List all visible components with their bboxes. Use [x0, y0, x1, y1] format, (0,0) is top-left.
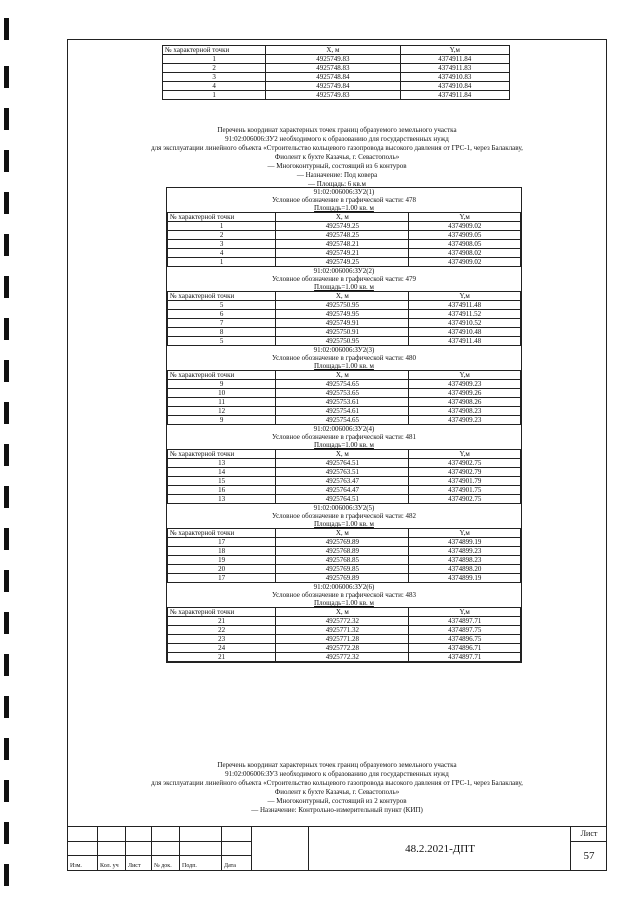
contour-area: Площадь=1.00 кв. м [314, 599, 374, 607]
y-coordinate: 4374911.83 [400, 64, 509, 73]
point-number: 3 [163, 73, 266, 82]
title-block-label: Подп. [182, 863, 197, 869]
binder-mark [4, 864, 9, 886]
table-row [163, 64, 510, 73]
contour-area-wrap [167, 362, 521, 370]
binder-mark [4, 822, 9, 844]
point-number: 12 [168, 407, 276, 416]
point-number: 4 [168, 249, 276, 258]
sheet-number: 57 [583, 850, 595, 862]
x-coordinate: 4925749.84 [266, 82, 400, 91]
point-number: 17 [168, 538, 276, 547]
x-coordinate: 4925768.85 [276, 556, 409, 565]
table-row [163, 55, 510, 64]
point-number: 4 [163, 82, 266, 91]
binder-mark [4, 570, 9, 592]
table-row [168, 337, 521, 346]
column-header: № характерной точки [168, 371, 276, 380]
binder-mark [4, 108, 9, 130]
x-coordinate: 4925768.89 [276, 547, 409, 556]
point-number: 1 [168, 222, 276, 231]
y-coordinate: 4374911.48 [409, 337, 521, 346]
contour-legend: Условное обозначение в графической части: 478 [271, 196, 417, 204]
title-block-cell [222, 827, 252, 842]
column-header: № характерной точки [168, 292, 276, 301]
contour-legend: Условное обозначение в графической части: 480 [271, 354, 417, 362]
x-coordinate: 4925754.65 [276, 416, 409, 425]
y-coordinate: 4374899.23 [409, 547, 521, 556]
contour-area-wrap [167, 441, 521, 449]
sheet-box [570, 827, 607, 871]
x-coordinate: 4925749.83 [266, 55, 400, 64]
heading-line: — Назначение: Контрольно-измерительный пункт (КИП) [251, 806, 423, 814]
binder-mark [4, 402, 9, 424]
y-coordinate: 4374910.83 [400, 73, 509, 82]
document-code: 48.2.2021-ДПТ [308, 827, 571, 871]
point-number: 9 [168, 416, 276, 425]
table-row [168, 398, 521, 407]
table-row [168, 556, 521, 565]
x-coordinate: 4925769.89 [276, 574, 409, 583]
binder-mark [4, 612, 9, 634]
y-coordinate: 4374910.52 [409, 319, 521, 328]
title-block-cell [68, 827, 98, 842]
zu3-heading [68, 761, 606, 815]
x-coordinate: 4925748.83 [266, 64, 400, 73]
point-number: 13 [168, 495, 276, 504]
x-coordinate: 4925754.61 [276, 407, 409, 416]
x-coordinate: 4925749.25 [276, 222, 409, 231]
point-number: 8 [168, 328, 276, 337]
table-row [168, 574, 521, 583]
x-coordinate: 4925749.91 [276, 319, 409, 328]
column-header: X, м [276, 371, 409, 380]
y-coordinate: 4374899.19 [409, 574, 521, 583]
contour-coordinates-table [167, 212, 521, 267]
column-header: № характерной точки [168, 529, 276, 538]
table-row [168, 319, 521, 328]
heading-line: — Площадь: 6 кв.м [308, 180, 366, 188]
title-block-cell [180, 842, 222, 857]
point-number: 1 [163, 55, 266, 64]
x-coordinate: 4925764.47 [276, 486, 409, 495]
point-number: 17 [168, 574, 276, 583]
contour-area-wrap [167, 204, 521, 212]
column-header: Y,м [409, 292, 521, 301]
table-row [168, 538, 521, 547]
contour-coordinates-table [167, 528, 521, 583]
column-header: Y,м [400, 46, 509, 55]
table-row [168, 617, 521, 626]
point-number: 1 [168, 258, 276, 267]
binder-mark [4, 738, 9, 760]
contour-area-wrap [167, 283, 521, 291]
table-row [168, 477, 521, 486]
heading-line: — Многоконтурный, состоящий из 2 контуров [267, 797, 407, 805]
binder-mark [4, 654, 9, 676]
title-block-label: Лист [128, 863, 141, 869]
binder-mark [4, 696, 9, 718]
point-number: 6 [168, 310, 276, 319]
title-block-cell [126, 827, 152, 842]
heading-line: для эксплуатации линейного объекта «Строительство кольцевого газопровода высокого давления от ГРС-1, через Балаклаву, [151, 779, 523, 787]
table-row [168, 565, 521, 574]
title-block-label: Дата [224, 863, 236, 869]
table-row [168, 653, 521, 662]
x-coordinate: 4925754.65 [276, 380, 409, 389]
y-coordinate: 4374896.75 [409, 635, 521, 644]
point-number: 19 [168, 556, 276, 565]
y-coordinate: 4374908.05 [409, 240, 521, 249]
point-number: 9 [168, 380, 276, 389]
y-coordinate: 4374899.19 [409, 538, 521, 547]
table-header-row [168, 450, 521, 459]
column-header: № характерной точки [163, 46, 266, 55]
x-coordinate: 4925753.65 [276, 389, 409, 398]
contour-block [167, 188, 521, 267]
page-frame [67, 39, 607, 871]
contour-block [167, 425, 521, 504]
table-row [168, 249, 521, 258]
binder-mark [4, 66, 9, 88]
x-coordinate: 4925750.95 [276, 301, 409, 310]
contour-id: 91:02:006006:ЗУ2(2) [313, 267, 375, 275]
point-number: 2 [168, 231, 276, 240]
y-coordinate: 4374897.75 [409, 626, 521, 635]
y-coordinate: 4374902.75 [409, 495, 521, 504]
contour-area: Площадь=1.00 кв. м [314, 204, 374, 212]
contour-id: 91:02:006006:ЗУ2(4) [313, 425, 375, 433]
table-row [168, 258, 521, 267]
table-row [168, 635, 521, 644]
heading-line: Фиолент к бухте Казачья, г. Севастополь» [274, 788, 400, 796]
table-header-row [168, 213, 521, 222]
column-header: № характерной точки [168, 213, 276, 222]
x-coordinate: 4925749.21 [276, 249, 409, 258]
column-header: Y,м [409, 371, 521, 380]
y-coordinate: 4374897.71 [409, 617, 521, 626]
binder-mark [4, 444, 9, 466]
binder-mark [4, 360, 9, 382]
y-coordinate: 4374901.79 [409, 477, 521, 486]
y-coordinate: 4374909.23 [409, 380, 521, 389]
binder-mark [4, 780, 9, 802]
table-header-row [168, 371, 521, 380]
table-row [168, 468, 521, 477]
contour-block [167, 346, 521, 425]
x-coordinate: 4925772.28 [276, 644, 409, 653]
point-number: 1 [163, 91, 266, 100]
zu2-contours [166, 187, 522, 663]
point-number: 11 [168, 398, 276, 407]
point-number: 5 [168, 301, 276, 310]
x-coordinate: 4925772.32 [276, 653, 409, 662]
point-number: 2 [163, 64, 266, 73]
binder-mark [4, 276, 9, 298]
y-coordinate: 4374897.71 [409, 653, 521, 662]
point-number: 18 [168, 547, 276, 556]
x-coordinate: 4925764.51 [276, 459, 409, 468]
column-header: Y,м [409, 450, 521, 459]
x-coordinate: 4925764.51 [276, 495, 409, 504]
table-row [168, 644, 521, 653]
column-header: X, м [276, 608, 409, 617]
contour-area: Площадь=1.00 кв. м [314, 362, 374, 370]
y-coordinate: 4374898.23 [409, 556, 521, 565]
y-coordinate: 4374896.71 [409, 644, 521, 653]
contour-id: 91:02:006006:ЗУ2(3) [313, 346, 375, 354]
title-block-cell [152, 842, 180, 857]
contour-id: 91:02:006006:ЗУ2(1) [313, 188, 375, 196]
title-block [68, 826, 606, 871]
binder-mark [4, 486, 9, 508]
table-row [168, 222, 521, 231]
y-coordinate: 4374911.48 [409, 301, 521, 310]
contour-coordinates-table [167, 449, 521, 504]
point-number: 7 [168, 319, 276, 328]
point-number: 21 [168, 653, 276, 662]
heading-line: Фиолент к бухте Казачья, г. Севастополь» [274, 153, 400, 161]
table-header-row [168, 608, 521, 617]
contour-legend: Условное обозначение в графической части: 479 [271, 275, 417, 283]
table-row [168, 459, 521, 468]
binder-mark [4, 192, 9, 214]
table-row [168, 380, 521, 389]
y-coordinate: 4374909.05 [409, 231, 521, 240]
heading-line: 91:02:006006:ЗУ2 необходимого к образованию для государственных нужд [225, 135, 449, 143]
x-coordinate: 4925763.51 [276, 468, 409, 477]
point-number: 5 [168, 337, 276, 346]
table-row [163, 73, 510, 82]
table-row [168, 328, 521, 337]
coordinates-table-zu1-end [162, 45, 510, 100]
binder-mark [4, 528, 9, 550]
column-header: X, м [276, 292, 409, 301]
column-header: X, м [276, 213, 409, 222]
column-header: X, м [266, 46, 400, 55]
x-coordinate: 4925749.83 [266, 91, 400, 100]
point-number: 15 [168, 477, 276, 486]
contour-legend: Условное обозначение в графической части: 483 [271, 591, 417, 599]
y-coordinate: 4374908.23 [409, 407, 521, 416]
column-header: Y,м [409, 213, 521, 222]
table-header-row [168, 292, 521, 301]
heading-line: для эксплуатации линейного объекта «Строительство кольцевого газопровода высокого давления от ГРС-1, через Балаклаву, [151, 144, 523, 152]
heading-line: Перечень координат характерных точек границ образуемого земельного участка [217, 761, 457, 769]
contour-coordinates-table [167, 291, 521, 346]
heading-line: — Назначение: Под ковера [296, 171, 378, 179]
y-coordinate: 4374909.23 [409, 416, 521, 425]
contour-area: Площадь=1.00 кв. м [314, 520, 374, 528]
title-block-cell [222, 842, 252, 857]
y-coordinate: 4374911.84 [400, 91, 509, 100]
point-number: 3 [168, 240, 276, 249]
point-number: 23 [168, 635, 276, 644]
column-header: X, м [276, 529, 409, 538]
x-coordinate: 4925771.28 [276, 635, 409, 644]
point-number: 10 [168, 389, 276, 398]
title-block-cell [98, 827, 126, 842]
contour-id: 91:02:006006:ЗУ2(6) [313, 583, 375, 591]
y-coordinate: 4374902.79 [409, 468, 521, 477]
x-coordinate: 4925748.25 [276, 231, 409, 240]
table-row [168, 407, 521, 416]
table-row [168, 231, 521, 240]
sheet-label: Лист [571, 827, 607, 842]
table-row [168, 310, 521, 319]
y-coordinate: 4374910.48 [409, 328, 521, 337]
binder-mark [4, 234, 9, 256]
table-row [168, 301, 521, 310]
title-block-label: Кол. уч [100, 863, 119, 869]
x-coordinate: 4925771.32 [276, 626, 409, 635]
y-coordinate: 4374910.84 [400, 82, 509, 91]
x-coordinate: 4925772.32 [276, 617, 409, 626]
title-block-label: Изм. [70, 863, 82, 869]
point-number: 22 [168, 626, 276, 635]
binder-mark [4, 150, 9, 172]
column-header: Y,м [409, 529, 521, 538]
contour-coordinates-table [167, 607, 521, 662]
title-block-label: № док. [154, 863, 172, 869]
x-coordinate: 4925769.89 [276, 538, 409, 547]
table-row [168, 486, 521, 495]
y-coordinate: 4374909.26 [409, 389, 521, 398]
contour-legend: Условное обозначение в графической части: 481 [271, 433, 417, 441]
x-coordinate: 4925750.95 [276, 337, 409, 346]
x-coordinate: 4925753.61 [276, 398, 409, 407]
x-coordinate: 4925749.95 [276, 310, 409, 319]
point-number: 14 [168, 468, 276, 477]
x-coordinate: 4925748.84 [266, 73, 400, 82]
point-number: 16 [168, 486, 276, 495]
table-header-row [168, 529, 521, 538]
point-number: 21 [168, 617, 276, 626]
contour-area: Площадь=1.00 кв. м [314, 283, 374, 291]
contour-legend: Условное обозначение в графической части: 482 [271, 512, 417, 520]
y-coordinate: 4374909.02 [409, 222, 521, 231]
table-row [168, 389, 521, 398]
zu2-heading [68, 126, 606, 189]
point-number: 24 [168, 644, 276, 653]
table-row [163, 82, 510, 91]
contour-block [167, 267, 521, 346]
binder-mark [4, 18, 9, 40]
x-coordinate: 4925763.47 [276, 477, 409, 486]
y-coordinate: 4374901.75 [409, 486, 521, 495]
y-coordinate: 4374909.02 [409, 258, 521, 267]
title-block-cell [98, 842, 126, 857]
x-coordinate: 4925748.21 [276, 240, 409, 249]
table-row [168, 626, 521, 635]
table-header-row [163, 46, 510, 55]
column-header: № характерной точки [168, 450, 276, 459]
title-block-cell [68, 842, 98, 857]
point-number: 20 [168, 565, 276, 574]
column-header: X, м [276, 450, 409, 459]
y-coordinate: 4374908.26 [409, 398, 521, 407]
column-header: Y,м [409, 608, 521, 617]
heading-line: 91:02:006006:ЗУ3 необходимого к образованию для государственных нужд [225, 770, 449, 778]
y-coordinate: 4374902.75 [409, 459, 521, 468]
contour-block [167, 583, 521, 662]
heading-line: — Многоконтурный, состоящий из 6 контуров [267, 162, 407, 170]
binder-mark [4, 318, 9, 340]
contour-area: Площадь=1.00 кв. м [314, 441, 374, 449]
table-row [168, 495, 521, 504]
column-header: № характерной точки [168, 608, 276, 617]
x-coordinate: 4925750.91 [276, 328, 409, 337]
y-coordinate: 4374911.52 [409, 310, 521, 319]
table-row [163, 91, 510, 100]
y-coordinate: 4374898.20 [409, 565, 521, 574]
contour-area-wrap [167, 520, 521, 528]
x-coordinate: 4925769.85 [276, 565, 409, 574]
contour-area-wrap [167, 599, 521, 607]
title-block-cell [152, 827, 180, 842]
table-row [168, 416, 521, 425]
x-coordinate: 4925749.25 [276, 258, 409, 267]
point-number: 13 [168, 459, 276, 468]
contour-block [167, 504, 521, 583]
table-row [168, 547, 521, 556]
contour-id: 91:02:006006:ЗУ2(5) [313, 504, 375, 512]
title-block-cell [126, 842, 152, 857]
title-block-cell [180, 827, 222, 842]
contour-coordinates-table [167, 370, 521, 425]
heading-line: Перечень координат характерных точек границ образуемого земельного участка [217, 126, 457, 134]
y-coordinate: 4374908.02 [409, 249, 521, 258]
y-coordinate: 4374911.84 [400, 55, 509, 64]
table-row [168, 240, 521, 249]
